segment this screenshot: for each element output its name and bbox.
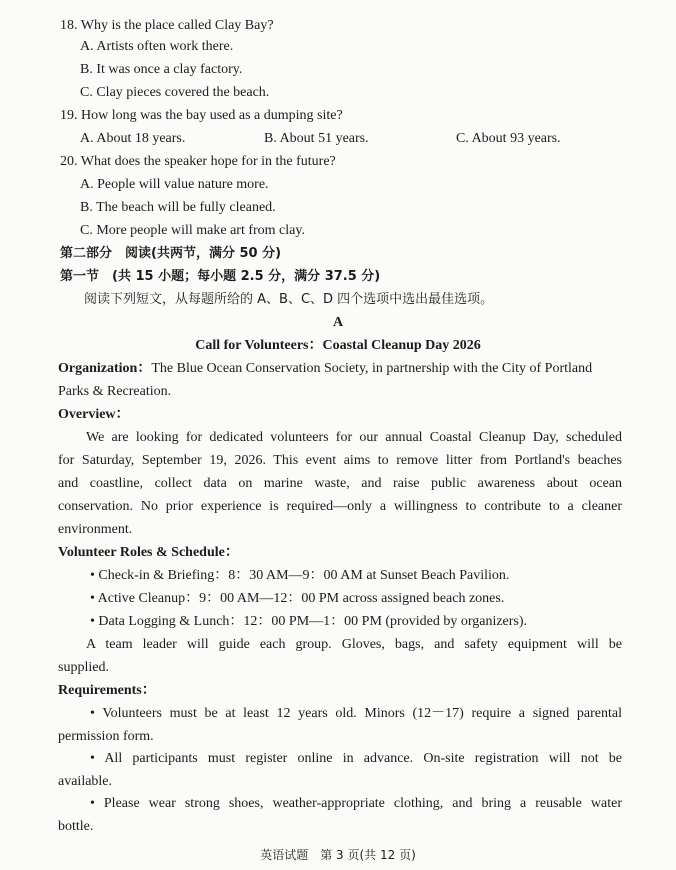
question-18-stem: 18. Why is the place called Clay Bay? xyxy=(60,18,274,33)
requirement-item: • All participants must register online in advance. On-site registration will not be xyxy=(90,751,622,766)
question-18-option-a: A. Artists often work there. xyxy=(80,39,234,54)
overview-line-5: environment. xyxy=(58,522,133,537)
part-title: 第二部分 阅读(共两节，满分 50 分) xyxy=(60,246,282,261)
organization-line xyxy=(58,360,592,378)
passage-letter: A xyxy=(332,315,344,330)
organization-text-cont: Parks & Recreation. xyxy=(58,384,172,399)
requirements-label: Requirements： xyxy=(58,683,156,698)
role-item: • Check-in & Briefing：8：30 AM—9：00 AM at Sunset Beach Pavilion. xyxy=(90,568,510,583)
question-19-option-b: B. About 51 years. xyxy=(264,131,369,146)
requirement-item: • Volunteers must be at least 12 years old. Minors (12－17) require a signed parental xyxy=(90,706,622,721)
role-item: • Data Logging & Lunch：12：00 PM—1：00 PM (provided by organizers). xyxy=(90,614,528,629)
question-20-option-b: B. The beach will be fully cleaned. xyxy=(80,200,276,215)
overview-line-3: and coastline, collect data on marine waste, and raise public awareness about ocean xyxy=(58,476,622,491)
requirement-item-cont: available. xyxy=(58,774,113,789)
team-line-cont: supplied. xyxy=(58,660,109,675)
team-line: A team leader will guide each group. Gloves, bags, and safety equipment will be xyxy=(86,637,622,652)
overview-label: Overview： xyxy=(58,407,130,422)
question-18-option-c: C. Clay pieces covered the beach. xyxy=(80,85,270,100)
overview-line-4: conservation. No prior experience is required—only a willingness to contribute to a cleaner xyxy=(58,499,622,514)
requirement-item-cont: permission form. xyxy=(58,729,154,744)
question-19-stem: 19. How long was the bay used as a dumping site? xyxy=(60,108,343,123)
section-title: 第一节 (共 15 小题；每小题 2.5 分，满分 37.5 分) xyxy=(60,269,381,284)
roles-label: Volunteer Roles & Schedule： xyxy=(58,545,239,560)
reading-instruction: 阅读下列短文，从每题所给的 A、B、C、D 四个选项中选出最佳选项。 xyxy=(84,292,494,307)
role-item: • Active Cleanup：9：00 AM—12：00 PM across assigned beach zones. xyxy=(90,591,505,606)
organization-text: The Blue Ocean Conservation Society, in partnership with the City of Portland xyxy=(151,361,593,376)
overview-line-1: We are looking for dedicated volunteers for our annual Coastal Cleanup Day, scheduled xyxy=(86,430,622,445)
question-20-stem: 20. What does the speaker hope for in the future? xyxy=(60,154,336,169)
overview-line-2: for Saturday, September 19, 2026. This event aims to remove litter from Portland's beaches xyxy=(58,453,622,468)
question-19-option-a: A. About 18 years. xyxy=(80,131,186,146)
organization-label: Organization： xyxy=(58,361,152,376)
requirement-item: • Please wear strong shoes, weather-appropriate clothing, and bring a reusable water xyxy=(90,796,622,811)
page-footer: 英语试题 第 3 页(共 12 页) xyxy=(260,848,416,862)
question-20-option-a: A. People will value nature more. xyxy=(80,177,269,192)
question-19-option-c: C. About 93 years. xyxy=(456,131,561,146)
question-20-option-c: C. More people will make art from clay. xyxy=(80,223,305,238)
requirement-item-cont: bottle. xyxy=(58,819,94,834)
question-18-option-b: B. It was once a clay factory. xyxy=(80,62,243,77)
passage-title: Call for Volunteers：Coastal Cleanup Day 2026 xyxy=(195,338,481,353)
